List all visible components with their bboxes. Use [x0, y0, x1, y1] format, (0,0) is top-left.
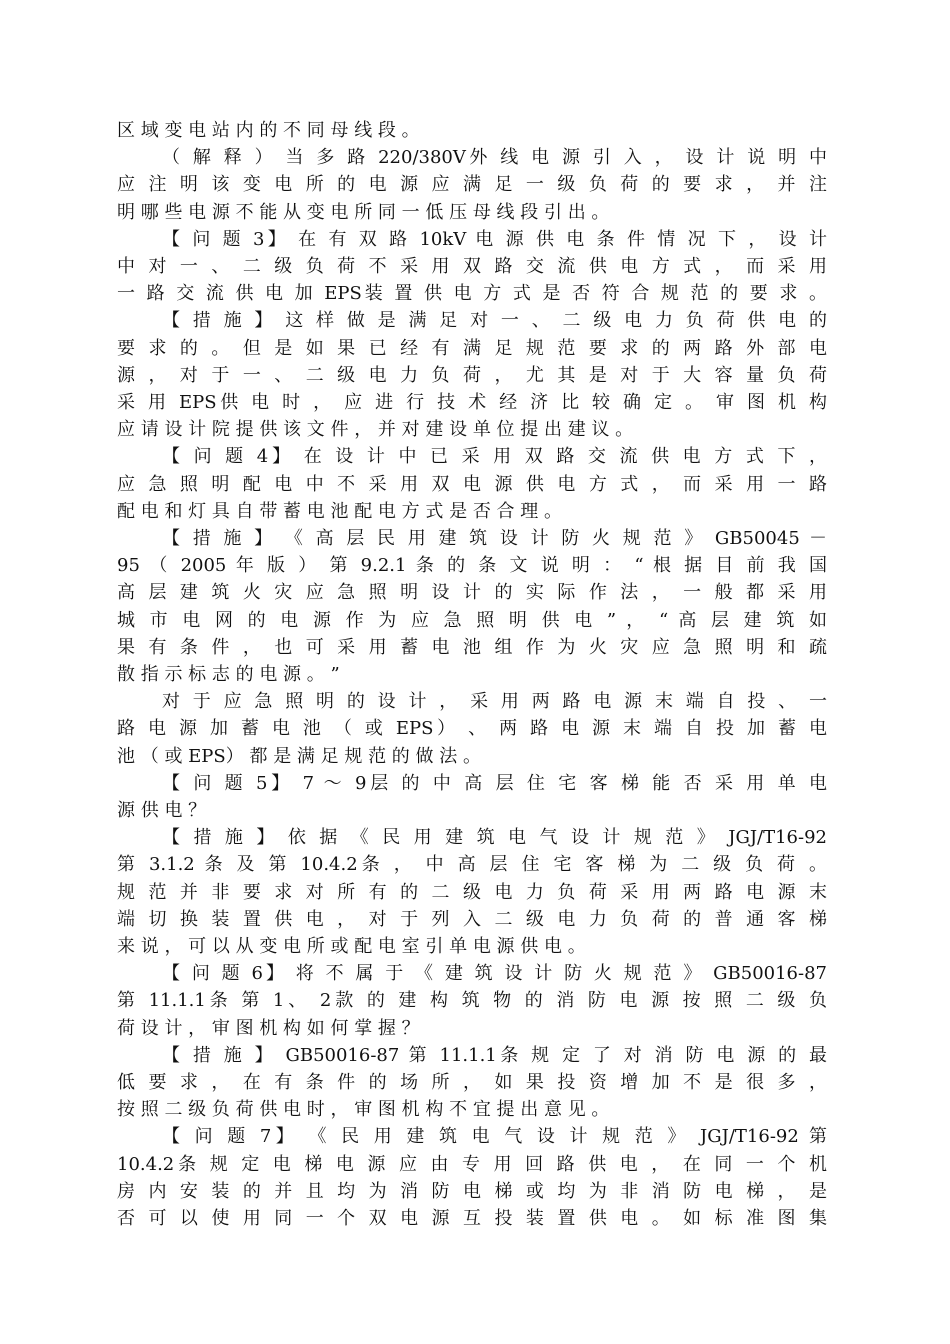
text-line: 源 供 电 ？ [117, 800, 207, 821]
text-line: 荷 设 计 ， 审 图 机 构 如 何 掌 握 ？ [117, 1017, 420, 1039]
text-line: 95 （ 2005 年 版 ） 第 9.2.1 条 的 条 文 说 明 ： “ 根 据 目 前 我 国 [117, 555, 827, 577]
text-line: 端 切 换 装 置 供 电 ， 对 于 列 入 二 级 电 力 负 荷 的 普 通 客 梯 [117, 908, 827, 930]
text-line: 中 对 一 、 二 级 负 荷 不 采 用 双 路 交 流 供 电 方 式 ， 而 采 用 [117, 256, 827, 277]
text-line: 规 范 并 非 要 求 对 所 有 的 二 级 电 力 负 荷 采 用 两 路 电 源 末 [117, 881, 827, 903]
text-line: 应 请 设 计 院 提 供 该 文 件 ， 并 对 建 设 单 位 提 出 建 议 。 [117, 419, 634, 441]
text-line: 10.4.2条 规 定 电 梯 电 源 应 由 专 用 回 路 供 电 ， 在 同 一 个 机 [117, 1153, 827, 1175]
text-line: 明 哪 些 电 源 不 能 从 变 电 所 同 一 低 压 母 线 段 引 出 。 [117, 201, 610, 223]
text-line: 路 电 源 加 蓄 电 池 （ 或 EPS） 、 两 路 电 源 末 端 自 投 加 蓄 电 [117, 718, 827, 740]
text-line: 【 措 施 】 这 样 做 是 满 足 对 一 、 二 级 电 力 负 荷 供 电 的 [162, 310, 827, 332]
text-line: 第 3.1.2 条 及 第 10.4.2条 ， 中 高 层 住 宅 客 梯 为 二 级 负 荷 。 [117, 854, 827, 876]
text-line: 高 层 建 筑 火 灾 应 急 照 明 设 计 的 实 际 作 法 ， 一 般 都 采 用 [117, 582, 827, 604]
text-line: 【 措 施 】 《 高 层 民 用 建 筑 设 计 防 火 规 范 》 GB50045 － [162, 528, 827, 549]
text-line: 否 可 以 使 用 同 一 个 双 电 源 互 投 装 置 供 电 。 如 标 准 图 集 [117, 1208, 827, 1229]
text-line: 按 照 二 级 负 荷 供 电 时 ， 审 图 机 构 不 宜 提 出 意 见 。 [117, 1099, 610, 1121]
text-line: 配 电 和 灯 具 自 带 蓄 电 池 配 电 方 式 是 否 合 理 。 [117, 500, 562, 522]
text-line: 一 路 交 流 供 电 加 EPS装 置 供 电 方 式 是 否 符 合 规 范 的 要 求 。 [117, 283, 827, 305]
text-line: 房 内 安 装 的 并 且 均 为 消 防 电 梯 或 均 为 非 消 防 电 梯 ， 是 [117, 1180, 827, 1202]
text-line: 城 市 电 网 的 电 源 作 为 应 急 照 明 供 电 ” ， “ 高 层 建 筑 如 [117, 609, 827, 631]
text-line: 低 要 求 ， 在 有 条 件 的 场 所 ， 如 果 投 资 增 加 不 是 很 多 ， [117, 1072, 827, 1093]
text-line: 来 说 ， 可 以 从 变 电 所 或 配 电 室 引 单 电 源 供 电 。 [117, 936, 586, 957]
text-line: 源 ， 对 于 一 、 二 级 电 力 负 荷 ， 尤 其 是 对 于 大 容 量 负 荷 [117, 364, 827, 386]
text-line: 第 11.1.1条 第 1、 2款 的 建 构 筑 物 的 消 防 电 源 按 照 二 级 负 [117, 990, 827, 1012]
text-line: 散 指 示 标 志 的 电 源 。 ” [117, 664, 340, 685]
text-line: 【 问 题 5】 7 ～ 9层 的 中 高 层 住 宅 客 梯 能 否 采 用 单 电 [162, 772, 827, 794]
text-line: （ 解 释 ） 当 多 路 220/380V外 线 电 源 引 入 ， 设 计 说 明 中 [162, 147, 827, 169]
text-line: 采 用 EPS供 电 时 ， 应 进 行 技 术 经 济 比 较 确 定 。 审 图 机 构 [117, 392, 827, 413]
text-line: 【 问 题 4】 在 设 计 中 已 采 用 双 路 交 流 供 电 方 式 下 ， [162, 446, 827, 468]
text-line: 【 问 题 7】 《 民 用 建 筑 电 气 设 计 规 范 》 JGJ/T16-92 第 [162, 1126, 827, 1148]
text-line: 应 急 照 明 配 电 中 不 采 用 双 电 源 供 电 方 式 ， 而 采 用 一 路 [117, 473, 827, 495]
text-line: 区 域 变 电 站 内 的 不 同 母 线 段 。 [117, 120, 420, 141]
text-line: 对 于 应 急 照 明 的 设 计 ， 采 用 两 路 电 源 末 端 自 投 、 一 [162, 691, 827, 713]
text-line: 果 有 条 件 ， 也 可 采 用 蓄 电 池 组 作 为 火 灾 应 急 照 明 和 疏 [117, 636, 827, 658]
text-line: 应 注 明 该 变 电 所 的 电 源 应 满 足 一 级 负 荷 的 要 求 ， 并 注 [117, 174, 827, 196]
text-line: 【 问 题 3】 在 有 双 路 10kV 电 源 供 电 条 件 情 况 下 ， 设 计 [162, 228, 827, 250]
text-line: 【 措 施 】 依 据 《 民 用 建 筑 电 气 设 计 规 范 》 JGJ/T16-92 [162, 827, 827, 849]
text-line: 要 求 的 。 但 是 如 果 已 经 有 满 足 规 范 要 求 的 两 路 外 部 电 [117, 337, 827, 359]
text-line: 【 问 题 6】 将 不 属 于 《 建 筑 设 计 防 火 规 范 》 GB50016-87 [162, 963, 827, 985]
text-line: 【 措 施 】 GB50016-87 第 11.1.1条 规 定 了 对 消 防 电 源 的 最 [162, 1044, 827, 1066]
text-line: 池 （ 或 EPS） 都 是 满 足 规 范 的 做 法 。 [117, 745, 481, 767]
